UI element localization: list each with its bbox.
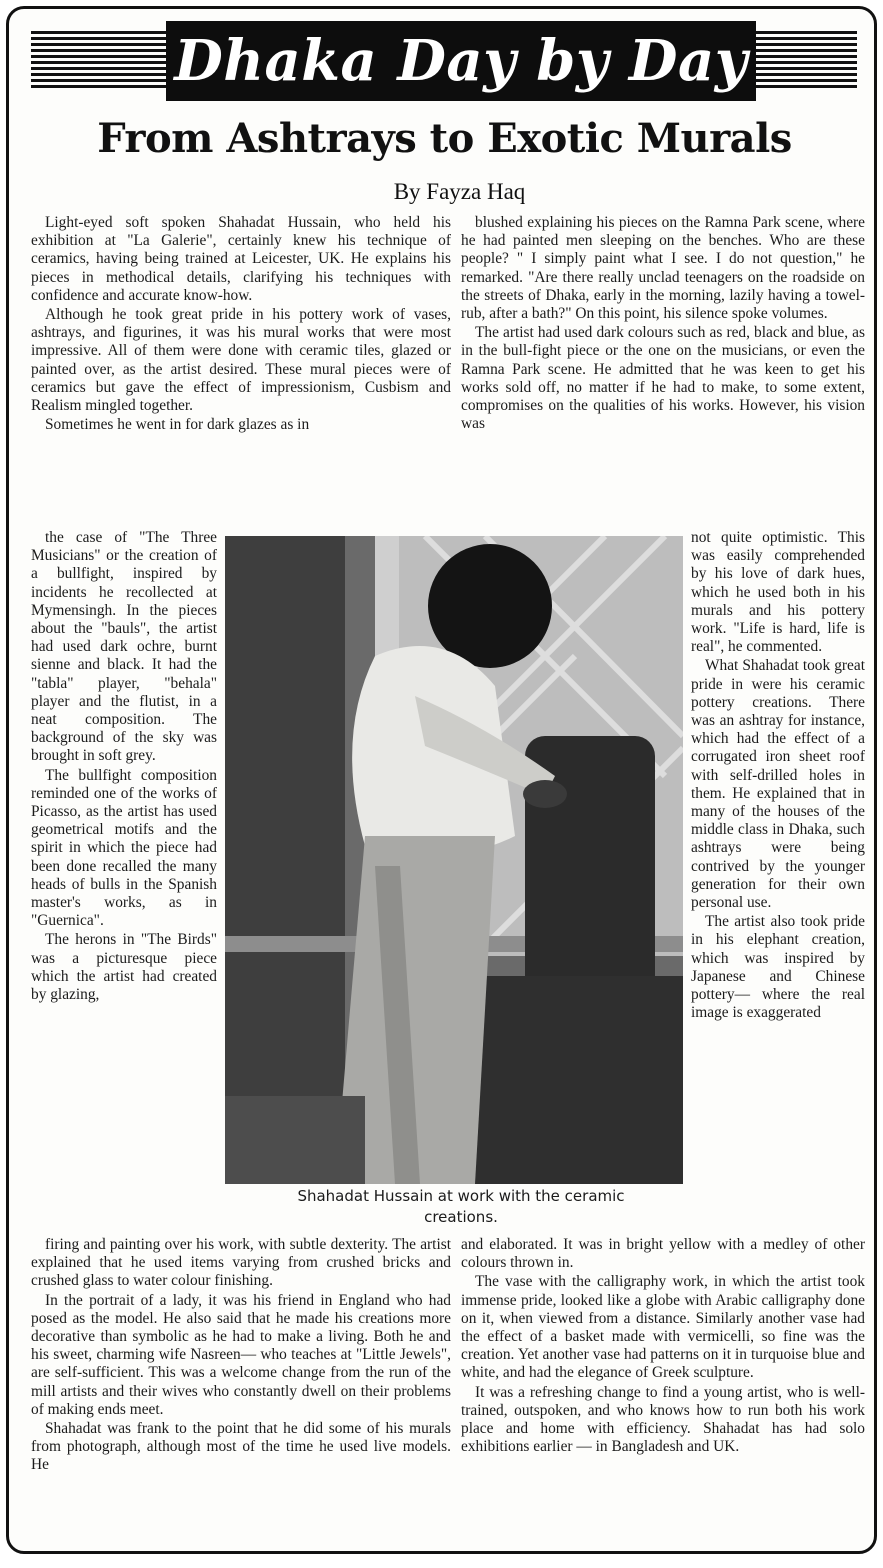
paragraph: The artist had used dark colours such as red, black and blue, as in the bull-fight piece or the one on the musicians, or even the Ramna Park scene. He admitted that he was keen to get his works sold off, no matter if he had to make, to some extent, compromises on the qualities of his works. However, his vision was: [461, 324, 865, 433]
masthead-title: Dhaka Day by Day: [166, 21, 756, 101]
paragraph: and elaborated. It was in bright yellow with a medley of other colours thrown in.: [461, 1236, 865, 1272]
paragraph: In the portrait of a lady, it was his friend in England who had posed as the model. He also said that he made his creations more decorative than symbolic as he had to make a living. Both he and his sweet, charming wife Nasreen— who teaches at "Little Jewels", are self-sufficient. This was a welcome change from the run of the mill artists and their wives who constantly dwell on their problems of making ends meet.: [31, 1291, 451, 1418]
photo-artist-at-work: [225, 536, 683, 1184]
article-frame: [6, 6, 877, 1554]
paragraph: The artist also took pride in his elephant creation, which was inspired by Japanese and Chinese pottery— where the real image is exaggerated: [691, 913, 865, 1022]
paragraph: the case of "The Three Musicians" or the creation of a bullfight, inspired by incidents he recollected at Mymensingh. In the pieces about the "bauls", the artist had used dark ochre, burnt sienne and black. It had the "tabla" player, "behala" player and the flutist, in a neat composition. The background of the sky was brought in soft grey.: [31, 529, 217, 765]
paragraph: What Shahadat took great pride in were his ceramic pottery creations. There was an ashtray for instance, which had the effect of a corrugated iron sheet roof with self-drilled holes in them. He explained that in many of the houses of the middle class in Dhaka, such ashtrays were being contrived by the younger generation for their own personal use.: [691, 657, 865, 912]
paragraph: Light-eyed soft spoken Shahadat Hussain, who held his exhibition at "La Galerie", certainly knew his technique of ceramics, having being trained at Leicester, UK. He explains his pieces in methodical details, clarifying his techniques with confidence and accurate know-how.: [31, 214, 451, 304]
masthead: [31, 21, 857, 101]
decorative-text-fragment: [22, 1554, 883, 1568]
next-article-headline-fragment: [0, 1554, 883, 1568]
paragraph: firing and painting over his work, with subtle dexterity. The artist explained that he used items varying from crushed bricks and crushed glass to water colour finishing.: [31, 1236, 451, 1290]
column-2-bottom: [461, 1236, 865, 1457]
column-1-bottom: [31, 1236, 451, 1476]
byline: By Fayza Haq: [393, 179, 526, 204]
paragraph: Although he took great pride in his pottery work of vases, ashtrays, and figurines, it was his mural works that were most impressive. All of them were done with ceramic tiles, glazed or painted over, as the artist desired. These mural pieces were of ceramics but gave the effect of impressionism, Cusbism and Realism mingled together.: [31, 306, 451, 415]
photo-caption: Shahadat Hussain at work with the ceramic creations.: [297, 1187, 625, 1226]
paragraph: blushed explaining his pieces on the Ramna Park scene, where he had painted men sleeping on the benches. Who are these people? " I simply paint what I see. I do not question," he remarked. "Are there really unclad teenagers on the roadside on the streets of Dhaka, early in the morning, lazily having a towel-rub, after a bath?" On this point, his silence spoke volumes.: [461, 214, 865, 323]
paragraph: It was a refreshing change to find a young artist, who is well-trained, outspoken, and who knows how to run both his work place and home with efficiency. Shahadat has had solo exhibitions earlier — in Bangladesh and UK.: [461, 1383, 865, 1456]
column-1-top: [31, 214, 451, 435]
paragraph: not quite optimistic. This was easily comprehended by his love of dark hues, which he used both in his murals and his pottery work. "Life is hard, life is real", he commented.: [691, 529, 865, 656]
column-2-narrow: [691, 529, 865, 1023]
paragraph: The bullfight composition reminded one of the works of Picasso, as the artist has used geometrical motifs and the spirit in which the piece had been done recalled the many heads of bulls in the Spanish master's works, as in "Guernica".: [31, 766, 217, 930]
paragraph: Shahadat was frank to the point that he did some of his murals from photograph, although most of the time he used live models. He: [31, 1420, 451, 1474]
column-2-top: [461, 214, 865, 434]
column-1-narrow: [31, 529, 217, 1005]
paragraph: The herons in "The Birds" was a picturesque piece which the artist had created by glazing,: [31, 931, 217, 1004]
article-photo: [225, 536, 683, 1184]
paragraph: Sometimes he went in for dark glazes as in: [45, 416, 310, 434]
article-headline: From Ashtrays to Exotic Murals: [97, 115, 792, 162]
paragraph: The vase with the calligraphy work, in which the artist took immense pride, looked like a globe with Arabic calligraphy done on it, when viewed from a distance. Similarly another vase had the effect of a basket made with vermicelli, so fine was the creation. Yet another vase had patterns on it in turquoise blue and white, and had the elegance of Greek sculpture.: [461, 1273, 865, 1382]
